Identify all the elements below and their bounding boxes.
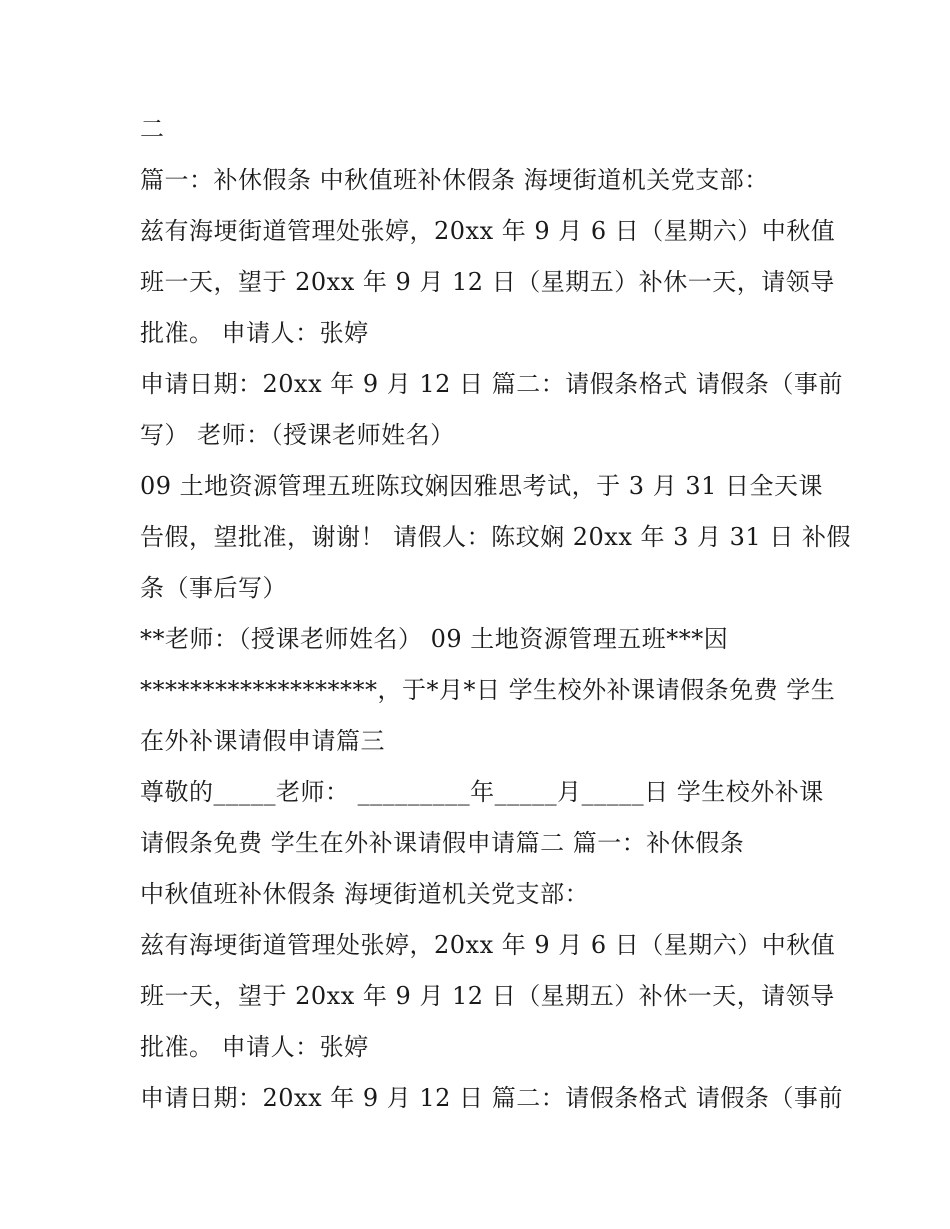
text-line: 申请日期：20xx 年 9 月 12 日 篇二：请假条格式 请假条（事前 — [140, 1084, 843, 1112]
document-body — [140, 104, 851, 1124]
text-line: 09 土地资源管理五班陈玟娴因雅思考试，于 3 月 31 日全天课 — [140, 472, 823, 500]
text-line: 告假，望批准，谢谢！ 请假人：陈玟娴 20xx 年 3 月 31 日 补假 — [140, 523, 851, 551]
text-line: 班一天，望于 20xx 年 9 月 12 日（星期五）补休一天，请领导 — [140, 268, 835, 296]
text-line: 写） 老师：（授课老师姓名） — [140, 421, 455, 449]
text-line: 条（事后写） — [140, 574, 287, 602]
text-line: 班一天，望于 20xx 年 9 月 12 日（星期五）补休一天，请领导 — [140, 982, 835, 1010]
text-line: *******************，于*月*日 学生校外补课请假条免费 学生 — [140, 676, 836, 704]
text-line: **老师：（授课老师姓名） 09 土地资源管理五班***因 — [140, 625, 729, 653]
text-line: 尊敬的_____老师： _________年_____月_____日 学生校外补课 — [140, 778, 824, 806]
text-line: 批准。 申请人：张婷 — [140, 1033, 369, 1061]
text-line: 篇一：补休假条 中秋值班补休假条 海埂街道机关党支部： — [140, 166, 769, 194]
text-line: 在外补课请假申请篇三 — [140, 727, 385, 755]
text-line: 兹有海埂街道管理处张婷，20xx 年 9 月 6 日（星期六）中秋值 — [140, 931, 836, 959]
text-line: 申请日期：20xx 年 9 月 12 日 篇二：请假条格式 请假条（事前 — [140, 370, 843, 398]
text-line: 兹有海埂街道管理处张婷，20xx 年 9 月 6 日（星期六）中秋值 — [140, 217, 836, 245]
text-line: 批准。 申请人：张婷 — [140, 319, 369, 347]
text-line: 请假条免费 学生在外补课请假申请篇二 篇一：补休假条 — [140, 829, 745, 857]
text-line: 二 — [140, 115, 165, 143]
text-line: 中秋值班补休假条 海埂街道机关党支部： — [140, 880, 590, 908]
